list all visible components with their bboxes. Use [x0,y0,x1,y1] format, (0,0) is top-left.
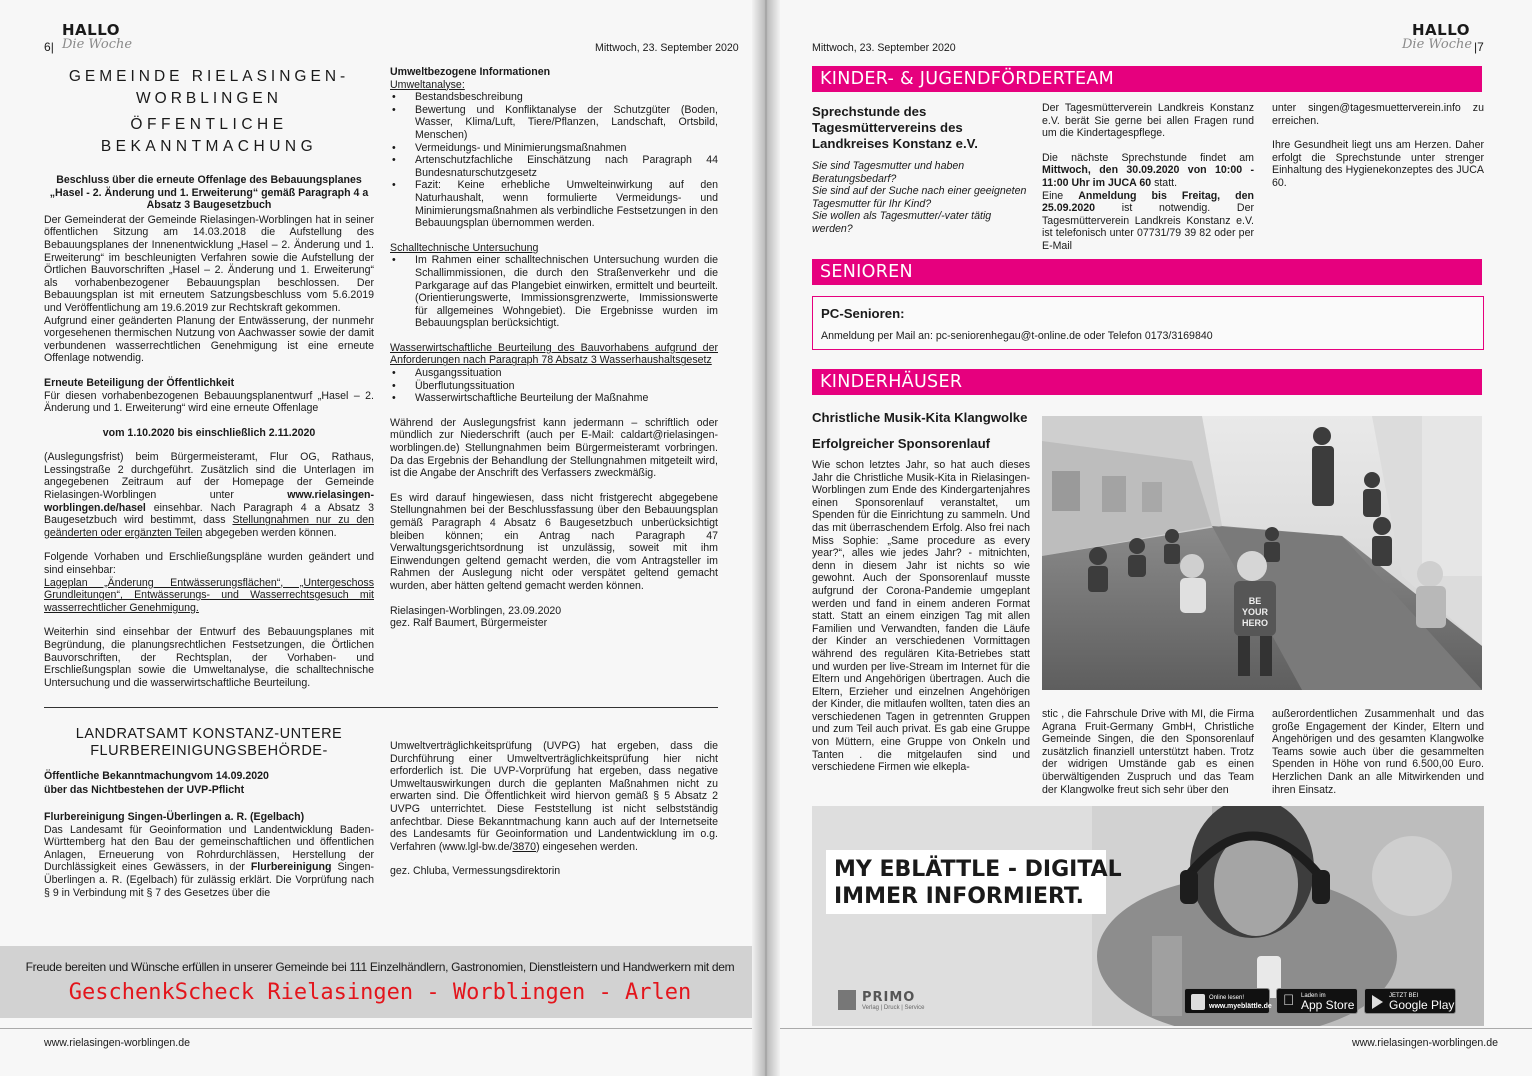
footer-rule [0,1028,760,1029]
tagesmuetter-col1 [812,104,1030,236]
masthead-woche-right: Die Woche [1402,37,1473,52]
list-item: • Bestandsbeschreibung [390,91,718,104]
kita-subtitle: Erfolgreicher Sponsorenlauf [812,436,991,451]
senioren-text: Anmeldung per Mail an: pc-seniorenhegau@t-online.de oder Telefon 0173/3169840 [821,330,1213,342]
list-item: • Wasserwirtschaftliche Beurteilung der Maßnahme [390,392,718,405]
play-icon [1372,995,1383,1009]
kita-title: Christliche Musik-Kita Klangwolke [812,410,1028,425]
kita-col2: stic , die Fahrschule Drive with MI, die Firma Agrana Fruit-Germany GmbH, Christliche Gemeinde Singen, die den Sponsorenlauf zusätzlich finanziell unterstützt haben. Trotz der widrigen Umstände gab es einen überwältigenden Zuspruch und das Team der Klangwolke freut sich sehr über den [1042,708,1254,796]
tagesmuetter-title: Sprechstunde des Tagesmüttervereins des Landkreises Konstanz e.V. [812,104,978,151]
footer-url-right[interactable]: www.rielasingen-worblingen.de [1352,1037,1499,1049]
landrat-col2: Umweltverträglichkeitsprüfung (UVPG) hat ergeben, dass die Durchführung einer Umweltverträglichkeitsprüfung hier nicht erforderlich ist. Die UVP-Vorprüfung hat ergeben, dass negative Umweltauswirkungen durch die geplanten Maßnahmen nicht zu erwarten sind. Die Öffentlichkeit wird hiervon gemäß § 5 Absatz 2 UVPG unterrichtet. Diese Feststellung ist nicht selbstständig anfechtbar. Diese Bekanntmachung kann auch auf der Internetseite des Landesamts für Geoinformation und Landentwicklung im o.g. Verfahren (www.lgl-bw.de/3870) eingesehen werden. gez. Chluba, Vermessungsdirektorin [390,740,718,878]
page-date-right: Mittwoch, 23. September 2020 [812,42,956,54]
badge-label-2: App Store [1301,998,1355,1012]
banner-text: Freude bereiten und Wünsche erfüllen in unserer Gemeinde bei 111 Einzelhändlern, Gastronomien, Dienstleistern und Handwerkern mit dem [25,960,735,974]
primo-logo: PRIMO [862,990,916,1005]
footer-url[interactable]: www.rielasingen-worblingen.de [44,1037,191,1049]
geschenkscheck-banner [0,946,760,1018]
ad-headline: MY EBLÄTTLE - DIGITAL IMMER INFORMIERT. [834,857,1122,909]
footer-rule-right [780,1028,1532,1029]
google-play-badge[interactable] [1364,988,1456,1014]
primo-logo-icon [838,990,856,1010]
kita-photo [1042,416,1482,690]
kita-body: Wie schon letztes Jahr, so hat auch dieses Jahr die Christliche Musik-Kita in Rielasingen-Worblingen zum Ende des Kindergartenjahres einen Sponsorenlauf veranstaltet, um Spenden für die Einrichtung zu sammeln. Und das mit überraschendem Erfolg. Also frei nach Miss Sophie: „Same procedure as every year?“, alles wie jedes Jahr? - mitnichten, denn in diesem Jahr ist nichts so wie gewohnt. Auch der Sponsorenlauf musste aufgrund der Corona-Pandemie umgeplant werden und fand in einem anderen Format statt. Statt an einem einzigen Tag mit allen Familien und Verwandten, fanden die Läufe der Kinder an verschiedenen Vormittagen während des regulären Kita-Betriebes statt und wurden per live-Stream im Internet für die Eltern und Angehörigen übertragen. Auch die Eltern, Erzieher und einzelnen Angehörigen der Kinder, die mitlaufen wollten, taten dies an verschiedenen Tagen in getrennten Gruppen und zum Teil auch privat. Es gab eine Gruppe von Müttern, eine Gruppe von Onkeln und Tanten . die mitgelaufen sind und verschiedene Firmen wie elkepla- [812,459,1030,774]
section-bar-kinderhaeuser: KINDERHÄUSER [812,369,1482,395]
kita-col1 [812,410,1030,774]
landrat-heading: Öffentliche Bekanntmachungvom 14.09.2020 über das Nichtbestehen der UVP-Pflicht [44,770,269,796]
badge-small-1: Online lesen! [1209,995,1245,1001]
list-item: • Bewertung und Konfliktanalyse der Schutzgüter (Boden, Wasser, Klima/Luft, Tiere/Pflanzen, Landschaft, Ortsbild, Menschen) [390,104,718,142]
tagesmuetter-col2: Der Tagesmütterverein Landkreis Konstanz e.V. berät Sie gerne bei allen Fragen rund um die Kindertagespflege. Die nächste Sprechstunde findet am Mittwoch, den 30.09.2020 von 10:00 - 11:00 Uhr im JUCA 60 statt. Eine Anmeldung bis Freitag, den 25.09.2020 ist notwendig. Der Tagesmütterverein Landkreis Konstanz e.V. ist telefonisch unter 07731/79 39 82 oder per E-Mail [1042,102,1254,252]
divider [44,707,718,708]
notice-title: GEMEINDE RIELASINGEN- WORBLINGEN [68,68,350,107]
apple-icon [1283,993,1294,1009]
masthead-woche: Die Woche [62,37,133,52]
landrat-notice [44,726,374,899]
page-date: Mittwoch, 23. September 2020 [595,42,739,54]
tagesmuetter-col3: unter singen@tagesmuetterverein.info zu erreichen. Ihre Gesundheit liegt uns am Herzen. Daher erfolgt die Sprechstunde unter strenger Einhaltung des Hygienekonzeptes des JUCA 60. [1272,102,1484,189]
page-number: 6| [44,40,54,54]
primo-logo-sub: Verlag | Druck | Service [862,1005,925,1011]
notice-body: Der Gemeinderat der Gemeinde Rielasingen-Worblingen hat in seiner öffentlichen Sitzung am 14.03.2018 die Aufstellung des Bebauungsplanes der Innenentwicklung „Hasel – 2. Änderung und 1. Erweiterung“ im beschleunigten Verfahren sowie die Aufstellung der Örtlichen Bauvorschriften „Hasel – 2. Änderung und 1. Erweiterung“ als vorhabenbezogener Bebauungsplan beschlossen. Der Bebauungsplan ist mit erneutem Satzungsbeschluss vom 5.6.2019 und Veröffentlichung am 19.6.2019 zur Rechtskraft gekommen. Aufgrund einer geänderten Planung der Entwässerung, der nunmehr vorgesehenen thermischen Nutzung von Aachwasser sowie der damit verbundenen wasserrechtlichen Genehmigung ist eine erneute Offenlage notwendig. Erneute Beteiligung der Öffentlichkeit Für diesen vorhabenbezogenen Bebauungsplanentwurf „Hasel – 2. Änderung und 1. Erweiterung“ wird eine erneute Offenlage vom 1.10.2020 bis einschließlich 2.11.2020 (Auslegungsfrist) beim Bürgermeisteramt, Flur OG, Rathaus, Lessingstraße 2 durchgeführt. Zusätzlich sind die Unterlagen im angegebenen Zeitraum auf der Homepage der Gemeinde Rielasingen-Worblingen unter www.rielasingen-worblingen.de/hasel einsehbar. Nach Paragraph 4 a Absatz 3 Baugesetzbuch wird bestimmt, dass Stellungnahmen nur zu den geänderten oder ergänzten Teilen abgegeben werden können. Folgende Vorhaben und Erschließungspläne wurden geändert und sind einsehbar: Lageplan „Änderung Entwässerungsflächen“, „Untergeschoss Grundleitungen“, Entwässerungs- und Wasserrechtsgesuch mit wasserrechtlicher Genehmigung. Weiterhin sind einsehbar der Entwurf des Bebauungsplanes mit Begründung, die planungsrechtlichen Festsetzungen, die Örtlichen Bauvorschriften, der Rechtsplan, der Vorhaben- und Erschließungsplan sowie die Umweltanalyse, die schalltechnische Untersuchung und die wasserwirtschaftliche Beurteilung. [44,213,374,689]
eblaettle-icon [1191,994,1205,1010]
senioren-heading: PC-Senioren: [821,306,905,321]
list-item: • Ausgangssituation [390,367,718,380]
list-item: • Überflutungssituation [390,380,718,393]
banner-brand: GeschenkScheck Rielasingen - Worblingen - Arlen [68,980,692,1005]
page-number-right: |7 [1474,40,1484,54]
list-item: • Im Rahmen einer schalltechnischen Untersuchung wurden die Schallimmissionen, die durch den Straßenverkehr und die Parkgarage auf das Plangebiet einwirken, ermittelt und beurteilt. (Orientierungswerte, Immissionsgrenzwerte, Immissionswerte für allgemeines Wohngebiet). Die Ergebnisse wurden im Bebauungsplan berücksichtigt. [390,254,718,330]
senioren-box [812,296,1484,350]
eblaettle-badge[interactable] [1184,988,1270,1014]
notice-heading: Beschluss über die erneute Offenlage des Bebauungsplanes „Hasel - 2. Änderung und 1. Erweiterung“ gemäß Paragraph 4 a Absatz 3 Baugesetzbuch [49,174,369,212]
badge-label-1: www.myeblättle.de [1209,1003,1272,1010]
umwelt-list [390,91,718,230]
shirt-text-2: YOUR [1241,607,1269,617]
landrat-body: Das Landesamt für Geoinformation und Landentwicklung Baden-Württemberg hat den Bau der gemeinschaftlichen und öffentlichen Anlagen, Erneuerung von Rohrdurchlässen, Herstellung der Durchlässigkeit eines Gewässers, in der Flurbereinigung Singen-Überlingen a. R. (Egelbach) für zulässig erklärt. Die Vorprüfung nach § 9 in Verbindung mit § 7 des Gesetzes über die [44,823,374,899]
gemeinde-notice-col2: Umweltbezogene Informationen Umweltanalyse: • Bestandsbeschreibung • Bewertung und Konfliktanalyse der Schutzgüter (Boden, Wasser, Klima/Luft, Tiere/Pflanzen, Landschaft, Ortsbild, Menschen) • Vermeidungs- und Minimierungsmaßnahmen • Artenschutzfachliche Einschätzung nach Paragraph 44 Bundesnaturschutzgesetz • Fazit: Keine erhebliche Umwelteinwirkung auf den Naturhaushalt, wenn formulierte Vermeidungs- und Minimierungsmaßnahmen als verbindliche Festsetzungen in den Bebauungsplan übernommen werden. Schalltechnische Untersuchung • Im Rahmen einer schalltechnischen Untersuchung wurden die Schallimmissionen, die durch den Straßenverkehr und die Parkgarage auf das Plangebiet einwirken, ermittelt und beurteilt. (Orientierungswerte, Immissionsgrenzwerte, Immissionswerte für allgemeines Wohngebiet). Die Ergebnisse wurden im Bebauungsplan berücksichtigt. Wasserwirtschaftliche Beurteilung des Bauvorhabens aufgrund der Anforderungen nach Paragraph 78 Absatz 3 Wasserhaushaltsgesetz • Ausgangssituation • Überflutungssituation • Wasserwirtschaftliche Beurteilung der Maßnahme Während der Auslegungsfrist kann jedermann – schriftlich oder mündlich zur Niederschrift (auch per E-Mail: caldart@rielasingen-worblingen.de) Stellungnahmen beim Bürgermeisteramt vorbringen. Da das Ergebnis der Behandlung der Stellungnahmen mitgeteilt wird, ist die Angabe der Anschrift des Verfassers zweckmäßig. Es wird darauf hingewiesen, dass nicht fristgerecht abgegebene Stellungnahmen bei der Beschlussfassung über den Bebauungsplan gemäß Paragraph 4 Absatz 6 Baugesetzbuch unberücksichtigt bleiben können; ein Antrag nach Paragraph 47 Verwaltungsgerichtsordnung ist unzulässig, soweit mit ihm Einwendungen geltend gemacht werden, die vom Antragsteller im Rahmen der Auslegung nicht oder verspätet geltend gemacht wurden, aber hätten geltend gemacht werden können. Rielasingen-Worblingen, 23.09.2020 gez. Ralf Baumert, Bürgermeister [390,66,718,630]
masthead-hallo-right: HALLO [1412,21,1470,39]
gemeinde-notice [44,66,374,701]
badge-label-3: Google Play [1389,998,1455,1012]
wasser-list [390,367,718,405]
section-bar-senioren: SENIOREN [812,259,1482,285]
app-store-badge[interactable] [1276,988,1358,1014]
shirt-text-3: HERO [1241,618,1269,628]
badge-small-3: JETZT BEI [1389,993,1419,999]
landrat-subhead: Flurbereinigung Singen-Überlingen a. R. (Egelbach) [44,811,305,823]
hasel-link[interactable]: www.rielasingen-worblingen.de/hasel [44,489,374,514]
list-item: • Artenschutzfachliche Einschätzung nach Paragraph 44 Bundesnaturschutzgesetz [390,154,718,179]
kita-col3: außerordentlichen Zusammenhalt und das große Engagement der Kinder, Eltern und Angehörigen und des gesamten Klangwolke Teams sowie auch über die gesammelten Spenden in Höhe von rund 6.500,00 Euro. Herzlichen Dank an alle Mitwirkenden und ihren Einsatz. [1272,708,1484,796]
masthead-hallo: HALLO [62,21,120,39]
list-item: • Vermeidungs- und Minimierungsmaßnahmen [390,142,718,155]
notice-subtitle: ÖFFENTLICHE BEKANNTMACHUNG [100,116,318,155]
page-left [0,0,760,1076]
shirt-text-1: BE [1248,596,1262,606]
badge-small-2: Laden im [1301,993,1326,999]
landrat-title: LANDRATSAMT KONSTANZ-UNTERE FLURBEREINIGUNGSBEHÖRDE- [75,726,343,759]
schall-list [390,254,718,330]
section-bar-kinder: KINDER- & JUGENDFÖRDERTEAM [812,66,1482,92]
tagesmuetter-questions: Sie sind Tagesmutter und haben Beratungsbedarf? Sie sind auf der Suche nach einer geeigneten Tagesmutter für Ihr Kind? Sie wollen als Tagesmutter/-vater tätig werden? [812,160,1027,235]
list-item: • Fazit: Keine erhebliche Umwelteinwirkung auf den Naturhaushalt, wenn formulierte Vermeidungs- und Minimierungsmaßnahmen als verbindliche Festsetzungen in den Bebauungsplan übernommen werden. [390,179,718,229]
eblaettle-ad[interactable] [812,806,1484,1026]
